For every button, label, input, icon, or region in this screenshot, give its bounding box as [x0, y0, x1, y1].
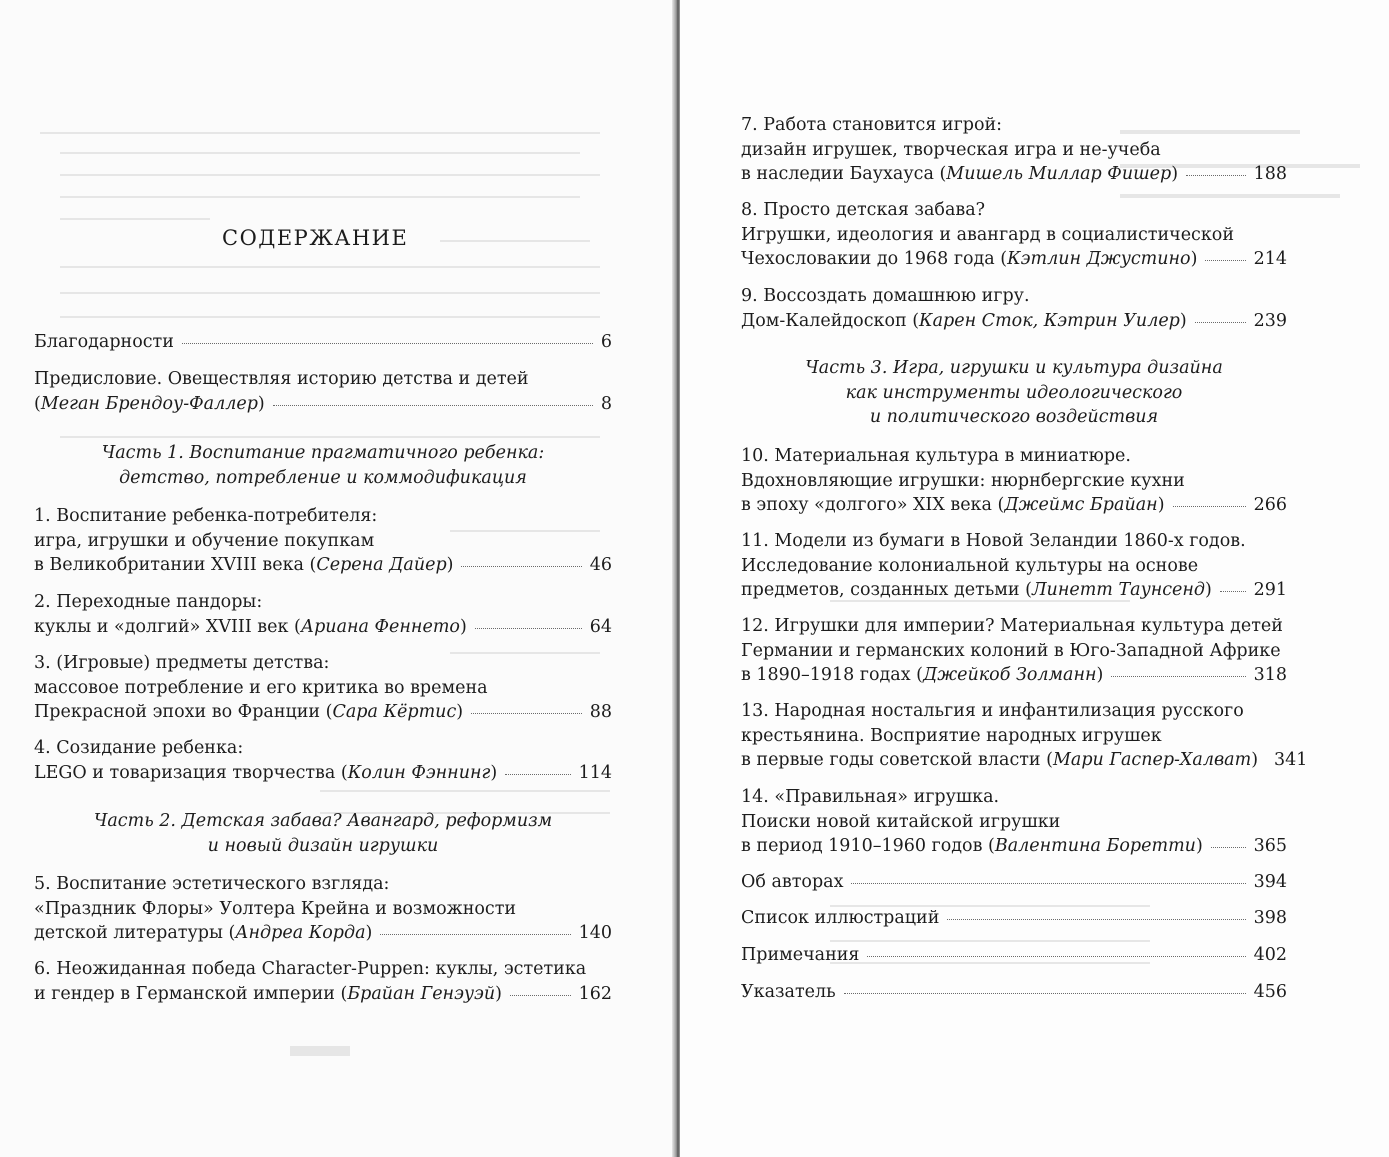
entry-line: 4. Созидание ребенка:	[34, 738, 244, 758]
part-heading	[741, 356, 1287, 430]
leader-dots	[510, 994, 571, 996]
toc-entry	[741, 980, 1287, 1005]
bleed-through-line	[60, 266, 600, 268]
leader-dots	[851, 882, 1245, 884]
page-number: 266	[1253, 495, 1287, 515]
left-page	[0, 0, 676, 1157]
entry-line: 3. (Игровые) предметы детства:	[34, 653, 330, 673]
page-number: 140	[578, 923, 612, 943]
entry-title: в период 1910–1960 годов (Валентина Боретти)	[741, 836, 1203, 856]
entry-title: в эпоху «долгого» XIX века (Джеймс Брайан)	[741, 495, 1165, 515]
bleed-through-line	[320, 790, 610, 792]
entry-line: дизайн игрушек, творческая игра и не-учеба	[741, 139, 1161, 160]
toc-heading: СОДЕРЖАНИЕ	[222, 226, 409, 250]
toc-entry	[34, 330, 612, 355]
bleed-through-line	[440, 240, 590, 242]
page-number: 214	[1253, 249, 1287, 269]
leader-dots	[1186, 174, 1246, 176]
entry-title: детской литературы (Андреа Корда)	[34, 923, 373, 943]
toc-entry	[741, 529, 1287, 603]
leader-dots	[1205, 259, 1245, 261]
bleed-through-line	[60, 196, 580, 198]
leader-dots	[1211, 846, 1246, 848]
leader-dots	[505, 773, 570, 775]
entry-title: куклы и «долгий» XVIII век (Ариана Феннето)	[34, 616, 467, 637]
bleed-through-line	[60, 218, 210, 220]
entry-line: 8. Просто детская забава?	[741, 200, 986, 220]
entry-line: 1. Воспитание ребенка-потребителя:	[34, 506, 378, 526]
page-number: 46	[589, 555, 612, 575]
part-heading	[34, 809, 612, 858]
entry-title: Примечания	[741, 945, 860, 965]
entry-line: 12. Игрушки для империи? Материальная культура детей	[741, 616, 1283, 636]
page-number: 291	[1253, 580, 1287, 600]
page-number: 64	[589, 616, 612, 637]
bleed-through-line	[60, 316, 600, 318]
leader-dots	[1195, 321, 1246, 323]
entry-line: Германии и германских колоний в Юго-Западной Африке	[741, 640, 1281, 661]
entry-line: Предисловие. Овеществляя историю детства и детей	[34, 369, 529, 389]
page-number: 341	[1274, 750, 1308, 770]
page-number: 6	[600, 332, 612, 352]
toc-entry	[741, 198, 1287, 272]
page-number: 8	[600, 393, 612, 414]
page-number: 456	[1253, 982, 1287, 1002]
bleed-through-line	[60, 292, 600, 294]
part-line: детство, потребление и коммодификация	[119, 467, 527, 488]
entry-title: в наследии Баухауса (Мишель Миллар Фишер)	[741, 164, 1179, 184]
entry-line: крестьянина. Восприятие народных игрушек	[741, 725, 1162, 746]
toc-entry	[741, 614, 1287, 688]
leader-dots	[182, 342, 593, 344]
page-number: 318	[1253, 665, 1287, 685]
entry-line: «Праздник Флоры» Уолтера Крейна и возможности	[34, 898, 517, 919]
entry-title: Об авторах	[741, 872, 844, 892]
page-number: 402	[1253, 945, 1287, 965]
entry-line: 6. Неожиданная победа Character-Puppen: куклы, эстетика	[34, 959, 587, 979]
bleed-through-line	[830, 940, 1150, 942]
entry-line: Поиски новой китайской игрушки	[741, 811, 1061, 832]
toc-entry	[741, 870, 1287, 895]
entry-title: Прекрасной эпохи во Франции (Сара Кёртис)	[34, 702, 464, 722]
entry-title: Благодарности	[34, 332, 174, 352]
part-line: Часть 2. Детская забава? Авангард, реформизм	[93, 811, 553, 831]
entry-line: 10. Материальная культура в миниатюре.	[741, 446, 1131, 466]
entry-title: и гендер в Германской империи (Брайан Генэуэй)	[34, 983, 502, 1004]
entry-title: Дом-Калейдоскоп (Карен Сток, Кэтрин Уилер)	[741, 310, 1187, 331]
entry-line: массовое потребление и его критика во времена	[34, 677, 488, 698]
leader-dots	[947, 918, 1245, 920]
page-number: 88	[589, 702, 612, 722]
toc-entry	[741, 785, 1287, 859]
entry-title: в Великобритании XVIII века (Серена Дайер)	[34, 555, 454, 575]
entry-title: в первые годы советской власти (Мари Гаспер-Халват)	[741, 750, 1259, 770]
page-number: 398	[1253, 908, 1287, 928]
part-line: Часть 3. Игра, игрушки и культура дизайна	[805, 358, 1223, 378]
leader-dots	[867, 955, 1245, 957]
leader-dots	[471, 712, 582, 714]
entry-line: 11. Модели из бумаги в Новой Зеландии 1860-х годов.	[741, 531, 1246, 551]
entry-title: предметов, созданных детьми (Линетт Таунсенд)	[741, 580, 1212, 600]
part-line: и политического воздействия	[869, 407, 1159, 427]
entry-line: игра, игрушки и обучение покупкам	[34, 530, 375, 551]
toc-entry	[741, 943, 1287, 968]
leader-dots	[273, 404, 593, 406]
entry-line: Игрушки, идеология и авангард в социалистической	[741, 224, 1234, 245]
part-line: как инструменты идеологического	[845, 382, 1183, 403]
page-number: 239	[1253, 310, 1287, 331]
leader-dots	[1220, 590, 1246, 592]
entry-title: Указатель	[741, 982, 836, 1002]
entry-line: 5. Воспитание эстетического взгляда:	[34, 874, 390, 894]
entry-line: 2. Переходные пандоры:	[34, 592, 263, 612]
part-line: Часть 1. Воспитание прагматичного ребенка:	[101, 443, 545, 463]
entry-title: в 1890–1918 годах (Джейкоб Золманн)	[741, 665, 1104, 685]
toc-entry	[34, 736, 612, 785]
entry-line: 14. «Правильная» игрушка.	[741, 787, 1000, 807]
toc-entry	[741, 906, 1287, 931]
leader-dots	[380, 933, 570, 935]
entry-title: Чехословакии до 1968 года (Кэтлин Джустино)	[741, 249, 1198, 269]
bleed-through-line	[40, 132, 600, 134]
entry-line: 13. Народная ностальгия и инфантилизация русского	[741, 701, 1244, 721]
part-heading	[34, 441, 612, 490]
bleed-through-line	[60, 174, 600, 176]
entry-line: Исследование колониальной культуры на основе	[741, 555, 1199, 576]
page-number: 188	[1253, 164, 1287, 184]
toc-entry	[34, 872, 612, 946]
toc-entry	[34, 590, 612, 639]
toc-entry	[34, 957, 612, 1006]
leader-dots	[844, 992, 1246, 994]
leader-dots	[1111, 675, 1245, 677]
page-number: 162	[578, 983, 612, 1004]
bleed-through-line	[290, 1046, 350, 1056]
toc-entry	[741, 444, 1287, 518]
part-line: и новый дизайн игрушки	[207, 835, 439, 856]
toc-entry	[34, 651, 612, 725]
right-page	[680, 0, 1389, 1157]
toc-entry	[34, 504, 612, 578]
leader-dots	[461, 565, 581, 567]
page-number: 114	[578, 762, 612, 783]
leader-dots	[1173, 505, 1246, 507]
toc-entry	[741, 113, 1287, 187]
entry-title: Список иллюстраций	[741, 908, 940, 928]
entry-title: (Меган Брендоу-Фаллер)	[34, 393, 265, 414]
toc-entry	[741, 284, 1287, 333]
entry-line: 7. Работа становится игрой:	[741, 115, 1003, 135]
entry-title: LEGO и товаризация творчества (Колин Фэннинг)	[34, 762, 498, 783]
toc-entry	[741, 699, 1308, 773]
entry-line: Вдохновляющие игрушки: нюрнбергские кухни	[741, 470, 1185, 491]
bleed-through-line	[60, 436, 600, 438]
page-number: 394	[1253, 872, 1287, 892]
leader-dots	[475, 627, 582, 629]
entry-line: 9. Воссоздать домашнюю игру.	[741, 286, 1030, 306]
page-number: 365	[1253, 836, 1287, 856]
bleed-through-line	[60, 152, 580, 154]
toc-entry	[34, 367, 612, 416]
